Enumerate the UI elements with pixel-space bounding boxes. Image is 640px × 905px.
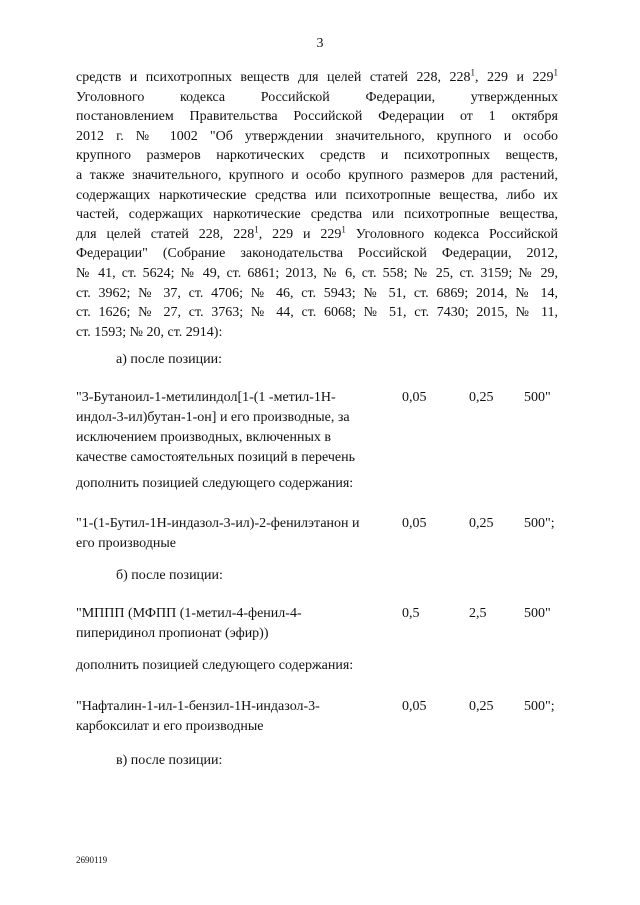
intro-line: Федерации" (Собрание законодательства Российской Федерации, 2012, — [76, 246, 558, 262]
intro-line: ст. 1593; № 20, ст. 2914): — [76, 324, 223, 340]
intro-line: № 41, ст. 5624; № 49, ст. 6861; 2013, № 6, ст. 558; № 25, ст. 3159; № 29, — [76, 265, 558, 281]
section-b-heading: б) после позиции: — [116, 568, 223, 583]
entry-value-especially-large: 500" — [524, 606, 551, 621]
entry-value-significant: 0,05 — [402, 699, 427, 714]
entry-value-especially-large: 500"; — [524, 699, 555, 714]
intro-line: крупного размеров наркотических средств и психотропных веществ, — [76, 148, 558, 164]
intro-line: а также значительного, крупного и особо крупного размеров для растений, — [76, 167, 558, 183]
section-c-heading: в) после позиции: — [116, 753, 223, 768]
supplement-text-2: дополнить позицией следующего содержания: — [76, 658, 354, 673]
section-a-heading: а) после позиции: — [116, 352, 223, 367]
intro-line: постановлением Правительства Российской Федерации от 1 октября — [76, 109, 558, 125]
entry-value-large: 0,25 — [469, 699, 494, 714]
entry-value-significant: 0,05 — [402, 516, 427, 531]
intro-line: ст. 3962; № 37, ст. 4706; № 46, ст. 5943; № 51, ст. 6869; 2014, № 14, — [76, 285, 558, 301]
intro-line: ст. 1626; № 27, ст. 3763; № 44, ст. 6068; № 51, ст. 7430; 2015, № 11, — [76, 305, 558, 321]
supplement-text-1: дополнить позицией следующего содержания: — [76, 476, 354, 491]
intro-line: 2012 г. № 1002 "Об утверждении значительного, крупного и особо — [76, 128, 558, 144]
intro-line: содержащих наркотические средства или психотропные вещества, либо их — [76, 187, 558, 203]
entry-substance-name: "1-(1-Бутил-1Н-индазол-3-ил)-2-фенилэтанон и его производные — [76, 516, 360, 551]
intro-paragraph — [76, 68, 558, 342]
intro-line: для целей статей 228, $228^1$, 229 и $229^1$ Уголовного кодекса Российской — [76, 224, 558, 242]
document-code: 2690119 — [76, 855, 108, 865]
entry-value-significant: 0,5 — [402, 606, 420, 621]
entry-substance-name: "3-Бутаноил-1-метилиндол[1-(1 -метил-1Н-индол-3-ил)бутан-1-он] и его производные, за исключением производных, включенных в качестве самостоятельных позиций в перечень — [76, 390, 355, 465]
entry-value-large: 2,5 — [469, 606, 487, 621]
entry-value-especially-large: 500" — [524, 390, 551, 405]
entry-substance-name: "МППП (МФПП (1-метил-4-фенил-4-пиперидинол пропионат (эфир)) — [76, 606, 302, 641]
intro-line: частей, содержащих наркотические средства или психотропные вещества, — [76, 207, 558, 223]
entry-substance-name: "Нафталин-1-ил-1-бензил-1Н-индазол-3-карбоксилат и его производные — [76, 699, 320, 734]
entry-value-significant: 0,05 — [402, 390, 427, 405]
entry-value-large: 0,25 — [469, 390, 494, 405]
intro-line: средств и психотропных веществ для целей статей 228, $228^1$, 229 и $229^1$ — [76, 67, 558, 85]
entry-value-large: 0,25 — [469, 516, 494, 531]
entry-value-especially-large: 500"; — [524, 516, 555, 531]
page-number: 3 — [316, 36, 324, 51]
intro-line: Уголовного кодекса Российской Федерации, утвержденных — [76, 89, 558, 105]
